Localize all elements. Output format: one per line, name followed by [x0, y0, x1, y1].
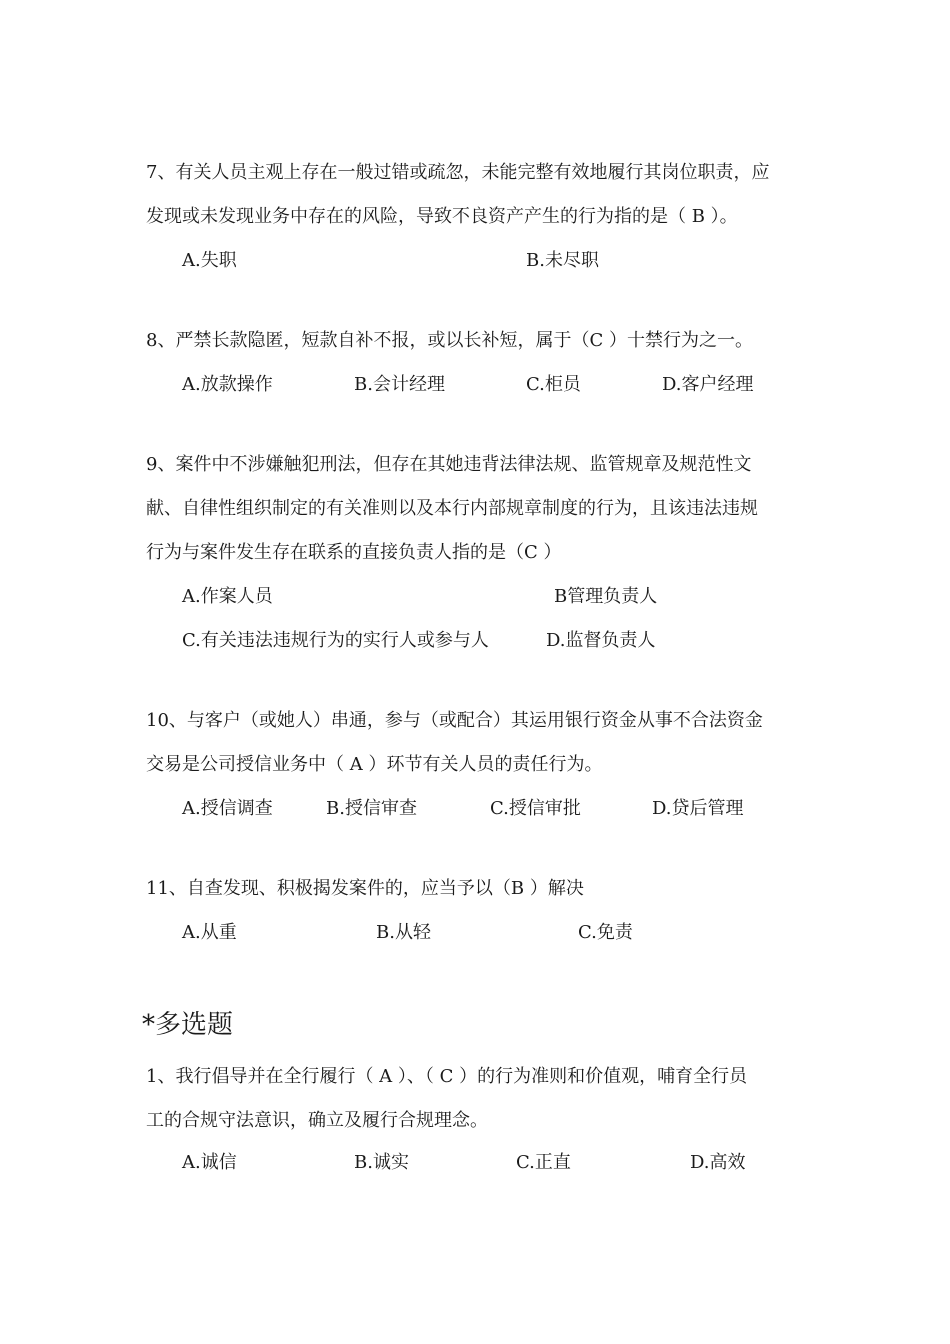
question-10-option-c: C.授信审批 [490, 798, 581, 819]
question-9-option-d: D.监督负责人 [546, 630, 656, 651]
question-11-line-1: 11、自查发现、积极揭发案件的，应当予以（B ）解决 [146, 878, 584, 899]
question-9-line-3: 行为与案件发生存在联系的直接负责人指的是（C ） [146, 542, 562, 563]
multi-question-1-option-d: D.高效 [690, 1152, 746, 1173]
question-8-option-a: A.放款操作 [182, 374, 273, 395]
question-9-line-1: 9、案件中不涉嫌触犯刑法，但存在其她违背法律法规、监管规章及规范性文 [146, 454, 752, 475]
question-10-line-1: 10、与客户（或她人）串通，参与（或配合）其运用银行资金从事不合法资金 [146, 710, 763, 731]
question-9-option-b: B管理负责人 [554, 586, 658, 607]
question-10-line-2: 交易是公司授信业务中（ A ）环节有关人员的责任行为。 [146, 754, 603, 775]
question-10-option-b: B.授信审查 [326, 798, 417, 819]
multi-question-1-option-b: B.诚实 [354, 1152, 409, 1173]
question-7-line-1: 7、有关人员主观上存在一般过错或疏忽，未能完整有效地履行其岗位职责，应 [146, 162, 770, 183]
question-9-option-a: A.作案人员 [182, 586, 273, 607]
question-7-option-b: B.未尽职 [526, 250, 599, 271]
question-9-line-2: 献、自律性组织制定的有关准则以及本行内部规章制度的行为，且该违法违规 [146, 498, 758, 519]
question-9-option-c: C.有关违法违规行为的实行人或参与人 [182, 630, 489, 651]
question-7-option-a: A.失职 [182, 250, 237, 271]
question-8-line-1: 8、严禁长款隐匿，短款自补不报，或以长补短，属于（C ）十禁行为之一。 [146, 330, 753, 351]
multi-question-1-line-2: 工的合规守法意识，确立及履行合规理念。 [146, 1110, 488, 1131]
question-8-option-c: C.柜员 [526, 374, 581, 395]
section-heading: *多选题 [142, 1010, 234, 1040]
question-8-option-b: B.会计经理 [354, 374, 445, 395]
question-11-option-b: B.从轻 [376, 922, 431, 943]
question-10-option-a: A.授信调查 [182, 798, 273, 819]
question-11-option-a: A.从重 [182, 922, 237, 943]
question-10-option-d: D.贷后管理 [652, 798, 744, 819]
question-7-line-2: 发现或未发现业务中存在的风险，导致不良资产产生的行为指的是（ B ）。 [146, 206, 738, 227]
multi-question-1-option-a: A.诚信 [182, 1152, 237, 1173]
multi-question-1-line-1: 1、我行倡导并在全行履行（ A ）、（ C ）的行为准则和价值观，哺育全行员 [146, 1066, 748, 1087]
multi-question-1-option-c: C.正直 [516, 1152, 571, 1173]
question-8-option-d: D.客户经理 [662, 374, 754, 395]
question-11-option-c: C.免责 [578, 922, 633, 943]
